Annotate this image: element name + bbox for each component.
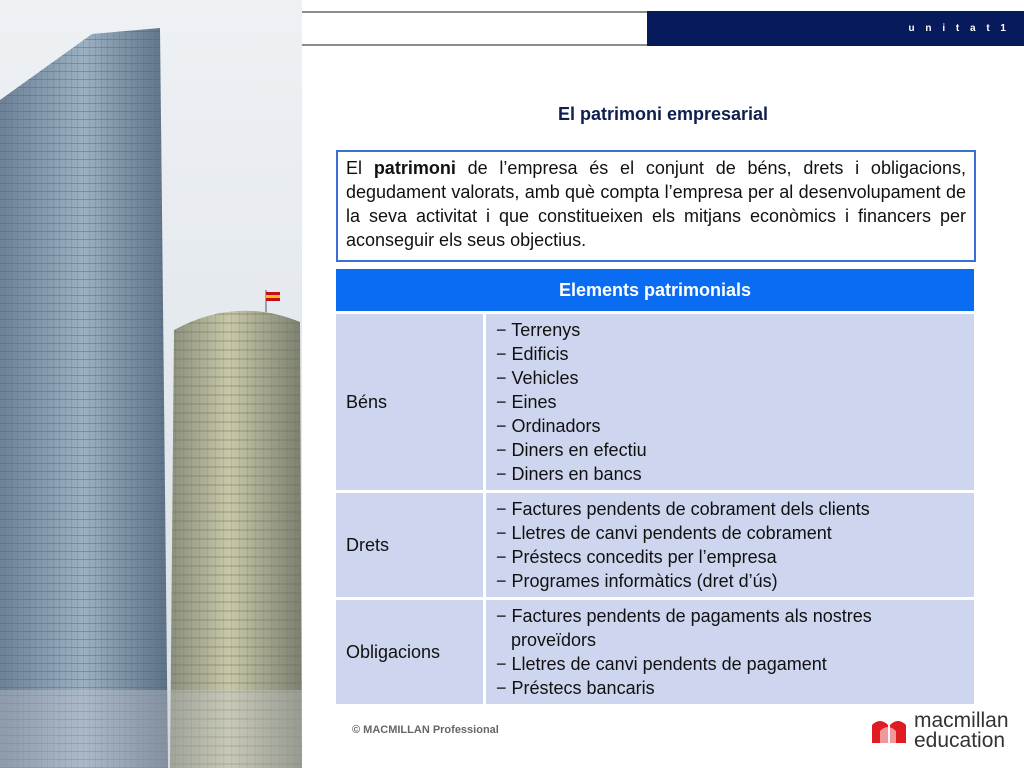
list-item: − Factures pendents de pagaments als nostres xyxy=(496,606,872,626)
building-photo xyxy=(0,0,302,768)
items-cell xyxy=(486,314,974,490)
list-item: proveïdors xyxy=(496,630,597,650)
table-row xyxy=(336,314,974,490)
category-cell: Béns xyxy=(336,314,486,490)
definition-box xyxy=(336,150,976,262)
list-item: − Ordinadors xyxy=(496,416,601,436)
unit-header-bar xyxy=(647,11,1024,46)
list-item: − Terrenys xyxy=(496,320,581,340)
list-item: − Eines xyxy=(496,392,557,412)
category-cell: Drets xyxy=(336,493,486,597)
definition-term: patrimoni xyxy=(373,158,456,178)
items-cell xyxy=(486,600,974,704)
skyscraper-image xyxy=(0,0,302,768)
slide-title: El patrimoni empresarial xyxy=(557,104,769,124)
table-header-row xyxy=(336,269,974,311)
elements-table xyxy=(336,266,974,707)
logo-word-macmillan: macmillan xyxy=(914,709,1009,732)
list-item: − Edificis xyxy=(496,344,569,364)
definition-lead: El xyxy=(346,158,374,178)
list-item: − Préstecs concedits per l’empresa xyxy=(496,547,777,567)
list-item: − Diners en bancs xyxy=(496,464,642,484)
macmillan-logo xyxy=(860,705,1009,753)
list-item: − Vehicles xyxy=(496,368,579,388)
list-item: − Lletres de canvi pendents de cobrament xyxy=(496,523,832,543)
list-item: − Diners en efectiu xyxy=(496,440,647,460)
list-item: − Factures pendents de cobrament dels clients xyxy=(496,499,870,519)
list-item: − Préstecs bancaris xyxy=(496,678,655,698)
top-rule xyxy=(302,11,648,13)
list-item: − Programes informàtics (dret d’ús) xyxy=(496,571,778,591)
items-cell xyxy=(486,493,974,597)
macmillan-logo-icon xyxy=(870,713,910,747)
table-row xyxy=(336,493,974,597)
copyright-footer: © MACMILLAN Professional xyxy=(352,724,499,736)
unit-label: u n i t a t 1 xyxy=(908,23,1010,34)
list-item: − Lletres de canvi pendents de pagament xyxy=(496,654,827,674)
logo-word-education: education xyxy=(914,729,1006,752)
table-header: Elements patrimonials xyxy=(336,269,974,311)
top-rule-bottom xyxy=(302,44,648,46)
definition-text: de l’empresa és el conjunt de béns, drets i obligacions, degudament valorats, amb què compta l’empresa per al desenvolupament de la seva activitat i que constitueixen els mitjans econòmics i financers per aconseguir els seus objectius. xyxy=(346,158,966,250)
category-cell: Obligacions xyxy=(336,600,486,704)
table-row xyxy=(336,600,974,704)
